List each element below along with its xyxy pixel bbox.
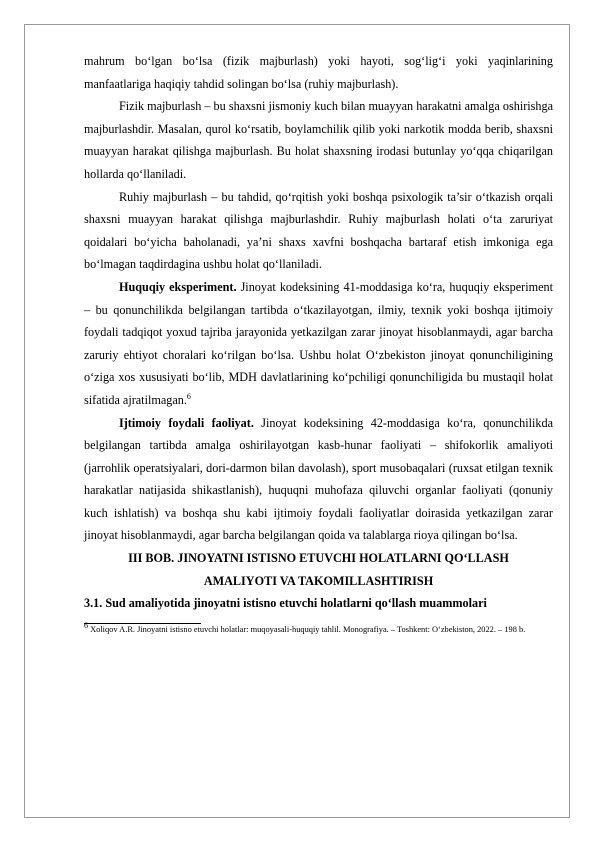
footnote	[84, 621, 553, 635]
chapter-heading-line-1: III BOB. JINOYATNI ISTISNO ETUVCHI HOLATLARNI QO‘LLASH	[128, 551, 509, 566]
chapter-heading-line-2: AMALIYOTI VA TAKOMILLASHTIRISH	[203, 573, 434, 588]
socially-useful-activity-text: Jinoyat kodeksining 42-moddasiga ko‘ra, qonunchilikda belgilangan tartibda amalga oshirilayotgan kasb-hunar faoliyati – shifokorlik amaliyoti (jarrohlik operatsiyalari, dori-darmon bilan davolash), sport musobaqalari (ruxsat etilgan texnik harakatlar natijasida shikastlanish), huquqni muhofaza qiluvchi organlar faoliyati (qonuniy kuch ishlatish) va boshqa shu kabi ijtimoiy foydali faoliyatlar doirasida yetkazilgan zarar jinoyat hisoblanmaydi, agar barcha belgilangan qoida va talablarga rioya qilingan bo‘lsa.	[84, 415, 553, 543]
section-heading: 3.1. Sud amaliyotida jinoyatni istisno etuvchi holatlarni qo‘llash muammolari	[84, 596, 487, 611]
term-socially-useful-activity: Ijtimoiy foydali faoliyat.	[119, 415, 254, 430]
footnote-number: 6	[84, 621, 88, 631]
paragraph-socially-useful-activity	[84, 412, 553, 548]
footnote-text: Xoliqov A.R. Jinoyatni istisno etuvchi holatlar: muqoyasali-huquqiy tahlil. Monografiya. – Toshkent: O‘zbekiston, 2022. – 198 b.	[88, 624, 526, 634]
paragraph-continuation: mahrum bo‘lgan bo‘lsa (fizik majburlash) yoki hayoti, sog‘lig‘i yoki yaqinlarining manfaatlariga haqiqiy tahdid solingan bo‘lsa (ruhiy majburlash).	[84, 54, 553, 91]
document-body	[84, 50, 553, 635]
footnote-reference[interactable]: 6	[186, 391, 191, 401]
paragraph-physical-coercion: Fizik majburlash – bu shaxsni jismoniy kuch bilan muayyan harakatni amalga oshirishga majburlashdir. Masalan, qurol ko‘rsatib, boylamchilik qilib yoki narkotik modda berib, shaxsni muayyan harakat qilishga majburlash. Bu holat shaxsning irodasi butunlay yo‘qqa chiqarilgan hollarda qo‘llaniladi.	[84, 99, 553, 181]
legal-experiment-text: Jinoyat kodeksining 41-moddasiga ko‘ra, huquqiy eksperiment – bu qonunchilikda belgilangan tartibda o‘tkazilayotgan, ilmiy, texnik yoki boshqa ijtimoiy foydali tadqiqot yoxud tajriba jarayonida yetkazilgan zarar jinoyat hisoblanmaydi, agar barcha zaruriy ehtiyot choralari ko‘rilgan bo‘lsa. Ushbu holat O‘zbekiston jinoyat qonunchiligining o‘ziga xos xususiyati bo‘lib, MDH davlatlarining ko‘pchiligi qonunchiligida bu mustaqil holat sifatida ajratilmagan.	[84, 279, 553, 407]
paragraph-legal-experiment	[84, 276, 553, 412]
paragraph-mental-coercion: Ruhiy majburlash – bu tahdid, qo‘rqitish yoki boshqa psixologik ta’sir o‘tkazish orqali shaxsni muayyan harakat qilishga majburlashdir. Ruhiy majburlash holati o‘ta zaruriyat qoidalari bo‘yicha baholanadi, ya’ni shaxs xavfni boshqacha bartaraf etish imkoniga ega bo‘lmagan taqdirdagina ushbu holat qo‘llaniladi.	[84, 189, 553, 272]
term-legal-experiment: Huquqiy eksperiment.	[119, 279, 237, 294]
